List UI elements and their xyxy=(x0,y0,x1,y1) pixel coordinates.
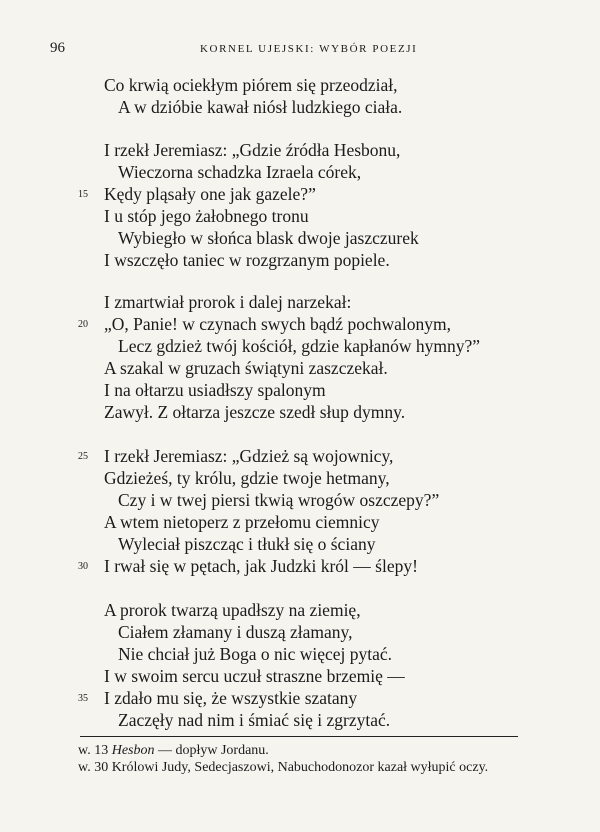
line-number: 20 xyxy=(78,319,88,330)
poem-line: Nie chciał już Boga o nic więcej pytać. xyxy=(118,644,393,664)
poem-line: I zdało mu się, że wszystkie szatany xyxy=(104,688,358,708)
poem-line: I na ołtarzu usiadłszy spalonym xyxy=(104,380,326,400)
poem-line: I rzekł Jeremiasz: „Gdzież są wojownicy, xyxy=(104,446,394,466)
running-title: KORNEL UJEJSKI: WYBÓR POEZJI xyxy=(200,43,418,55)
footnote xyxy=(78,742,269,759)
line-number: 30 xyxy=(78,561,88,572)
poem-line: I rzekł Jeremiasz: „Gdzie źródła Hesbonu, xyxy=(104,140,401,160)
line-number: 15 xyxy=(78,189,88,200)
poem-line: I zmartwiał prorok i dalej narzekał: xyxy=(104,292,352,312)
poem-line: Wybiegło w słońca blask dwoje jaszczurek xyxy=(118,228,419,248)
poem-line: Czy i w twej piersi tkwią wrogów oszczepy?” xyxy=(118,490,440,510)
footnote-text: — dopływ Jordanu. xyxy=(154,743,269,758)
poem-line: I wszczęło taniec w rozgrzanym popiele. xyxy=(104,250,390,270)
poem-line: Lecz gdzież twój kościół, gdzie kapłanów hymny?” xyxy=(118,336,481,356)
footnote-prefix: w. 13 xyxy=(78,743,112,758)
poem-line: A prorok twarzą upadłszy na ziemię, xyxy=(104,600,361,620)
poem-line: „O, Panie! w czynach swych bądź pochwalonym, xyxy=(104,314,451,334)
footnote-term: Hesbon xyxy=(111,743,155,758)
poem-line: I u stóp jego żałobnego tronu xyxy=(104,206,309,226)
poem-line: Wieczorna schadzka Izraela córek, xyxy=(118,162,362,182)
line-number: 25 xyxy=(78,451,88,462)
footnote-rule xyxy=(80,736,518,737)
poem-line: Ciałem złamany i duszą złamany, xyxy=(118,622,353,642)
poem-line: A szakal w gruzach świątyni zaszczekał. xyxy=(104,358,388,378)
poem-line: Wyleciał piszcząc i tłukł się o ściany xyxy=(118,534,376,554)
page-header xyxy=(50,40,522,60)
poem-line: Zawył. Z ołtarza jeszcze szedł słup dymny. xyxy=(104,402,406,422)
page-number: 96 xyxy=(50,40,65,56)
poem-line: Co krwią ociekłym piórem się przeodział, xyxy=(104,75,398,95)
poem-line: Kędy pląsały one jak gazele?” xyxy=(104,184,316,204)
poem-line: Gdzieżeś, ty królu, gdzie twoje hetmany, xyxy=(104,468,390,488)
poem-line: Zaczęły nad nim i śmiać się i zgrzytać. xyxy=(118,710,391,730)
poem-line: I rwał się w pętach, jak Judzki król — ślepy! xyxy=(104,556,418,576)
line-number: 35 xyxy=(78,693,88,704)
poem-line: I w swoim sercu uczuł straszne brzemię — xyxy=(104,666,405,686)
footnote: w. 30 Królowi Judy, Sedecjaszowi, Nabuchodonozor kazał wyłupić oczy. xyxy=(78,760,489,775)
poem-line: A w dzióbie kawał niósł ludzkiego ciała. xyxy=(118,97,403,117)
poem-line: A wtem nietoperz z przełomu ciemnicy xyxy=(104,512,380,532)
